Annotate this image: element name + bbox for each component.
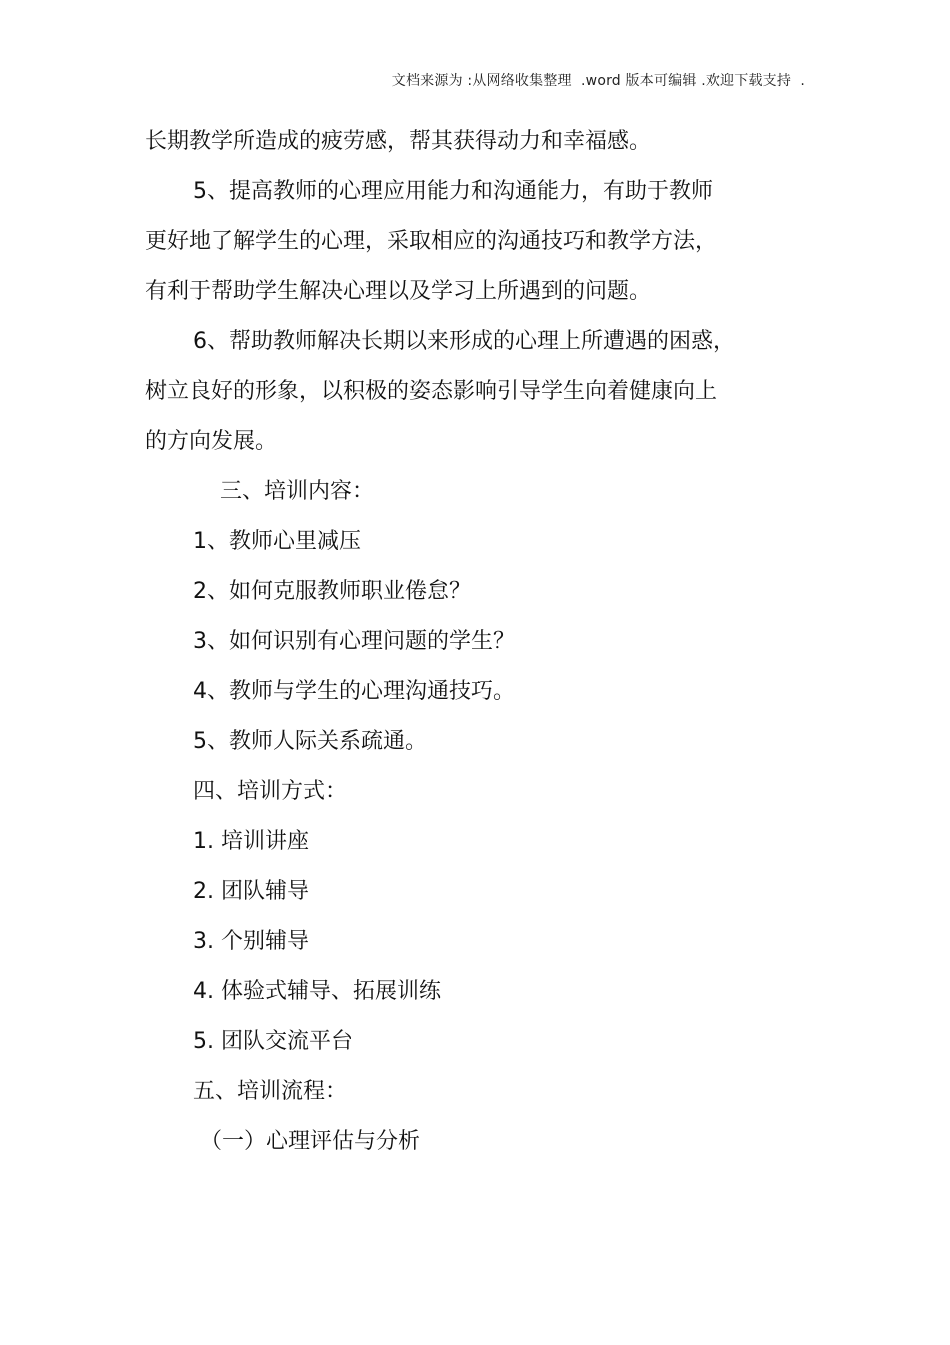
section-heading: 四、培训方式： bbox=[193, 779, 348, 804]
body-line: 更好地了解学生的心理，采取相应的沟通技巧和教学方法， bbox=[145, 229, 718, 254]
section-heading: 五、培训流程： bbox=[193, 1079, 348, 1104]
body-line: 树立良好的形象，以积极的姿态影响引导学生向着健康向上 bbox=[145, 379, 718, 404]
list-item: 5. 团队交流平台 bbox=[193, 1029, 353, 1054]
page-header-note: 文档来源为 :从网络收集整理 .word 版本可编辑 .欢迎下载支持 . bbox=[391, 73, 805, 89]
body-line: 5、提高教师的心理应用能力和沟通能力，有助于教师 bbox=[193, 179, 713, 204]
body-line: 有利于帮助学生解决心理以及学习上所遇到的问题。 bbox=[145, 279, 652, 304]
list-item: 5、教师人际关系疏通。 bbox=[193, 729, 427, 754]
list-item: 1、教师心里减压 bbox=[193, 529, 361, 554]
body-line: 6、帮助教师解决长期以来形成的心理上所遭遇的困惑， bbox=[193, 329, 735, 354]
list-item: 2、如何克服教师职业倦怠？ bbox=[193, 579, 471, 604]
list-item: 2. 团队辅导 bbox=[193, 879, 309, 904]
list-item: 4. 体验式辅导、拓展训练 bbox=[193, 979, 441, 1004]
list-item: 1. 培训讲座 bbox=[193, 829, 309, 854]
list-item: 3. 个别辅导 bbox=[193, 929, 309, 954]
subsection-heading: （一）心理评估与分析 bbox=[200, 1129, 421, 1154]
body-line: 长期教学所造成的疲劳感，帮其获得动力和幸福感。 bbox=[145, 129, 652, 154]
list-item: 4、教师与学生的心理沟通技巧。 bbox=[193, 679, 515, 704]
body-line: 的方向发展。 bbox=[145, 429, 278, 454]
section-heading: 三、培训内容： bbox=[220, 479, 375, 504]
list-item: 3、如何识别有心理问题的学生？ bbox=[193, 629, 515, 654]
